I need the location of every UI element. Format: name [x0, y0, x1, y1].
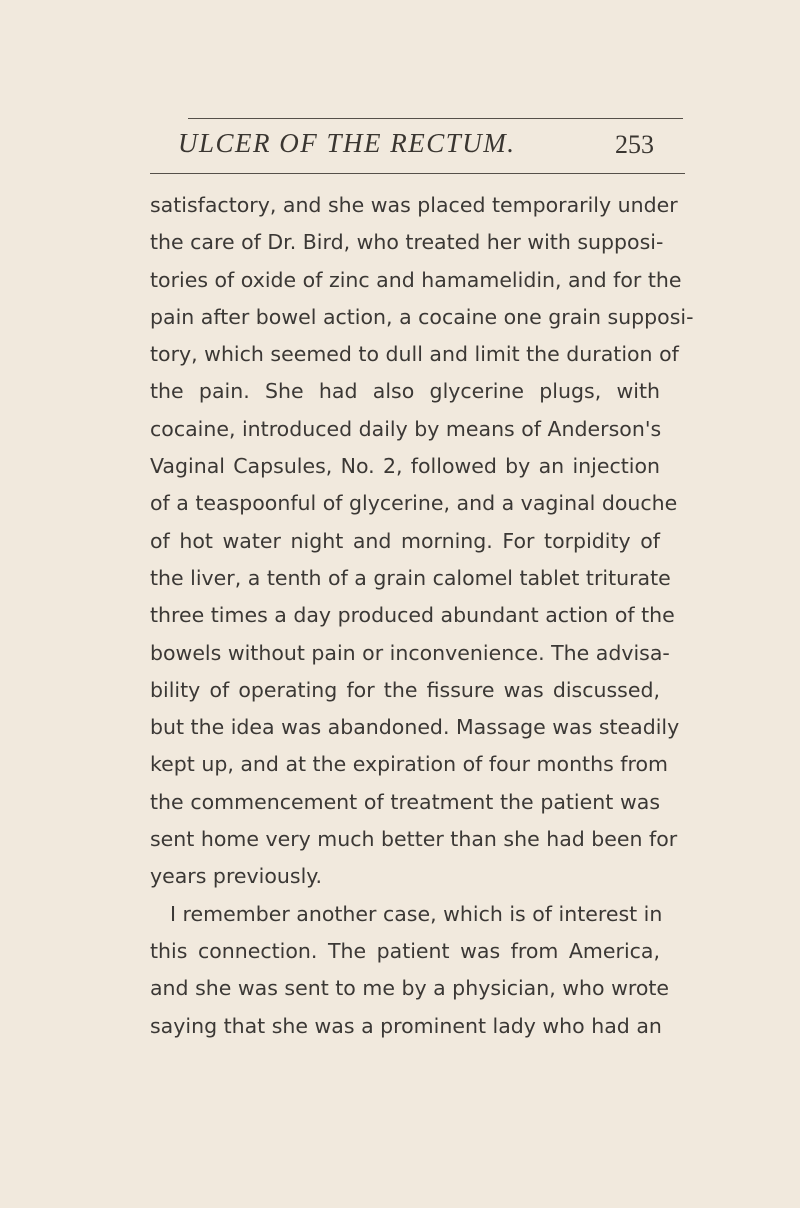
text-line: Vaginal Capsules, No. 2, followed by an injection — [150, 454, 660, 479]
text-line: sent home very much better than she had been for — [150, 827, 678, 852]
paragraph — [150, 896, 670, 1045]
text-line: tories of oxide of zinc and hamamelidin, and for the — [150, 267, 682, 292]
text-line: bility of operating for the fissure was discussed, — [150, 677, 660, 702]
text-line: the commencement of treatment the patient was — [150, 789, 660, 814]
text-line: saying that she was a prominent lady who had an — [150, 1013, 662, 1038]
paragraph — [150, 187, 694, 896]
text-line: cocaine, introduced daily by means of Anderson's — [150, 416, 662, 441]
body-text — [150, 187, 694, 1045]
text-line: satisfactory, and she was placed temporarily under — [150, 193, 678, 217]
text-line: the care of Dr. Bird, who treated her with supposi- — [150, 230, 664, 255]
header-bottom-rule — [150, 173, 685, 174]
text-line: I remember another case, which is of interest in — [170, 901, 663, 926]
page-number: 253 — [615, 130, 654, 159]
running-head-title: ULCER OF THE RECTUM. — [178, 128, 516, 158]
text-line: of a teaspoonful of glycerine, and a vaginal douche — [150, 491, 678, 516]
text-line: three times a day produced abundant action of the — [150, 603, 675, 628]
text-line: kept up, and at the expiration of four months from — [150, 752, 668, 777]
text-line: bowels without pain or inconvenience. The advisa- — [150, 640, 670, 665]
text-line: tory, which seemed to dull and limit the duration of — [150, 342, 679, 367]
text-line: of hot water night and morning. For torpidity of — [150, 528, 660, 553]
text-line: years previously. — [150, 864, 322, 889]
text-line: this connection. The patient was from America, — [150, 938, 660, 963]
text-line: the liver, a tenth of a grain calomel tablet triturate — [150, 565, 671, 590]
text-line: and she was sent to me by a physician, who wrote — [150, 976, 670, 1001]
text-line: but the idea was abandoned. Massage was steadily — [150, 715, 680, 740]
text-line: the pain. She had also glycerine plugs, with — [150, 379, 660, 404]
text-line: pain after bowel action, a cocaine one grain supposi- — [150, 304, 694, 329]
running-head — [150, 118, 660, 170]
